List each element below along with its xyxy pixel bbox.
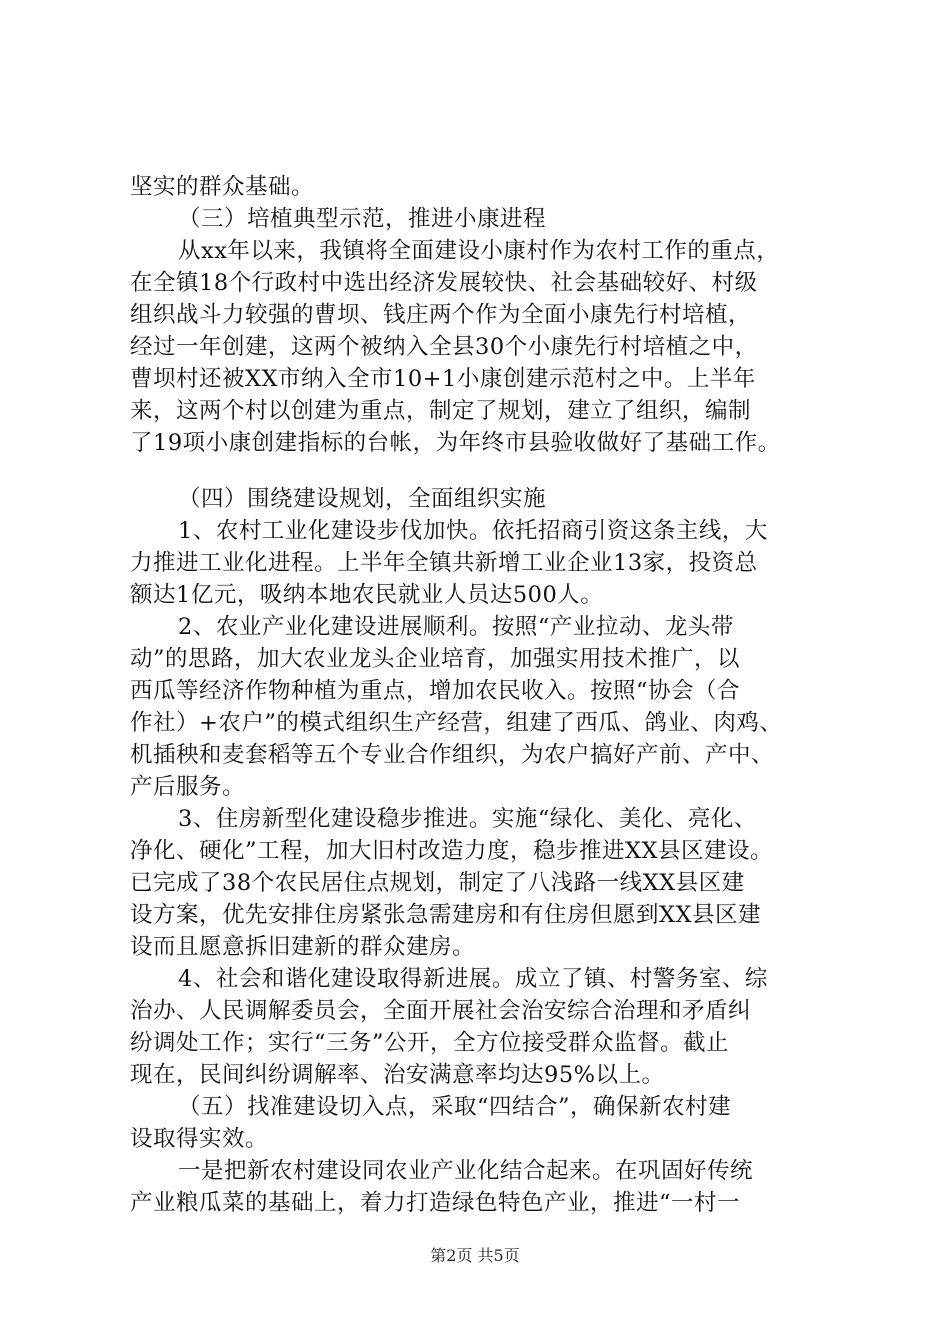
text-line-31: 一是把新农村建设同农业产业化结合起来。在巩固好传统	[178, 1158, 754, 1184]
text-line-22: 已完成了38个农民居住点规划，制定了八浅路一线XX县区建	[130, 870, 745, 896]
text-line-7: 曹坝村还被XX市纳入全市10+1小康创建示范村之中。上半年	[130, 366, 756, 392]
text-line-14: 2、农业产业化建设进展顺利。按照“产业拉动、龙头带	[178, 614, 734, 640]
page-number-footer: 第2页 共5页	[430, 1246, 520, 1265]
text-line-32: 产业粮瓜菜的基础上，着力打造绿色特色产业，推进“一村一	[130, 1190, 741, 1216]
text-line-11: 1、农村工业化建设步伐加快。依托招商引资这条主线，大	[178, 518, 768, 544]
text-line-1: 坚实的群众基础。	[130, 174, 315, 200]
text-line-27: 纷调处工作；实行“三务”公开，全方位接受群众监督。截止	[130, 1030, 730, 1056]
text-line-3: 从xx年以来，我镇将全面建设小康村作为农村工作的重点，	[178, 238, 780, 264]
text-line-16: 西瓜等经济作物种植为重点，增加农民收入。按照“协会（合	[130, 678, 741, 704]
section-heading-3: （三）培植典型示范，推进小康进程	[178, 206, 547, 232]
text-line-17: 作社）+农户”的模式组织生产经营，组建了西瓜、鸽业、肉鸡、	[130, 710, 783, 736]
text-line-13: 额达1亿元，吸纳本地农民就业人员达500人。	[130, 582, 604, 608]
text-line-26: 治办、人民调解委员会，全面开展社会治安综合治理和矛盾纠	[130, 998, 752, 1024]
text-line-24: 设而且愿意拆旧建新的群众建房。	[130, 934, 476, 960]
text-line-30: 设取得实效。	[130, 1126, 269, 1152]
text-line-20: 3、住房新型化建设稳步推进。实施“绿化、美化、亮化、	[178, 806, 757, 832]
text-line-8: 来，这两个村以创建为重点，制定了规划，建立了组织，编制	[130, 398, 752, 424]
text-line-19: 产后服务。	[130, 774, 246, 800]
text-line-6: 经过一年创建，这两个被纳入全县30个小康先行村培植之中，	[130, 334, 758, 360]
text-line-12: 力推进工业化进程。上半年全镇共新增工业企业13家，投资总	[130, 550, 758, 576]
text-line-23: 设方案，优先安排住房紧张急需建房和有住房但愿到XX县区建	[130, 902, 762, 928]
text-line-25: 4、社会和谐化建设取得新进展。成立了镇、村警务室、综	[178, 966, 768, 992]
text-line-28: 现在，民间纠纷调解率、治安满意率均达95%以上。	[130, 1062, 665, 1088]
text-line-18: 机插秧和麦套稻等五个专业合作组织，为农户搞好产前、产中、	[130, 742, 775, 768]
text-line-9: 了19项小康创建指标的台帐，为年终市县验收做好了基础工作。	[130, 430, 781, 456]
text-line-5: 组织战斗力较强的曹坝、钱庄两个作为全面小康先行村培植，	[130, 302, 752, 328]
text-line-4: 在全镇18个行政村中选出经济发展较快、社会基础较好、村级	[130, 270, 758, 296]
section-heading-4: （四）围绕建设规划，全面组织实施	[178, 486, 547, 512]
text-line-15: 动”的思路，加大农业龙头企业培育，加强实用技术推广，以	[130, 646, 741, 672]
section-heading-5: （五）找准建设切入点，采取“四结合”，确保新农村建	[178, 1094, 732, 1120]
text-line-21: 净化、硬化”工程，加大旧村改造力度，稳步推进XX县区建设。	[130, 838, 774, 864]
